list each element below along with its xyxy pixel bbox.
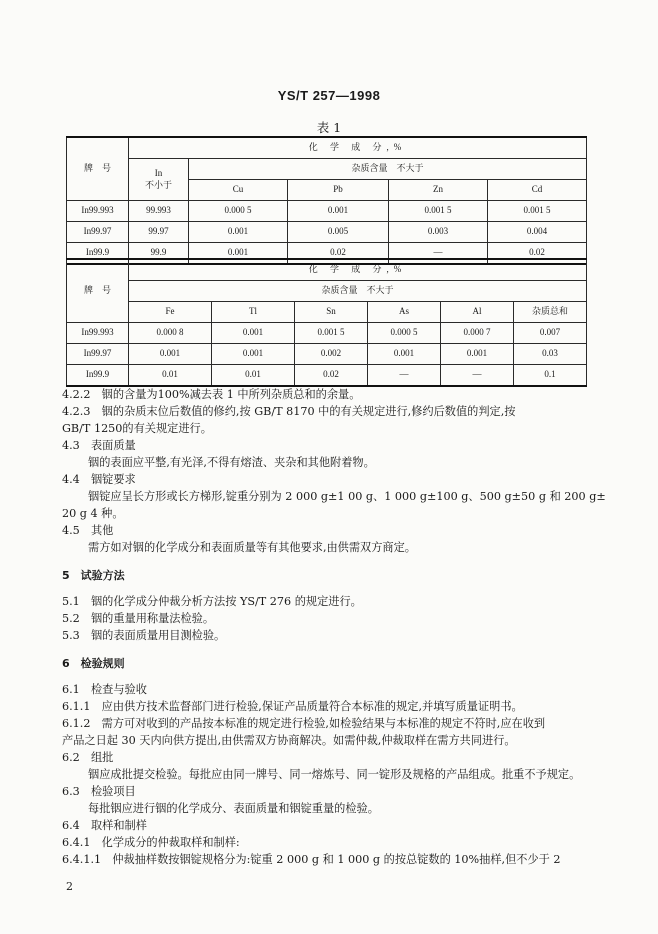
in-min-label: 不小于 — [144, 179, 172, 190]
value-cell: 0.001 — [212, 344, 295, 365]
value-cell: 0.007 — [514, 323, 587, 344]
column-header: Al — [441, 302, 514, 323]
clause-5-3: 5.3 铟的表面质量用目测检验。 — [62, 629, 226, 642]
clause-6-4-heading: 6.4 取样和制样 — [62, 819, 147, 832]
clause-6-3-heading: 6.3 检验项目 — [62, 785, 136, 798]
brand-cell: In99.993 — [67, 323, 129, 344]
clause-4-2-3-cont: GB/T 1250的有关规定进行。 — [62, 422, 212, 435]
value-cell: 0.000 5 — [189, 201, 288, 222]
clause-6-1-2: 6.1.2 需方可对收到的产品按本标准的规定进行检验,如检验结果与本标准的规定不符时,应在收到 — [62, 717, 546, 730]
page-number: 2 — [66, 880, 73, 893]
column-header: As — [368, 302, 441, 323]
in-cell: 99.9 — [129, 243, 189, 265]
chemical-composition-table-part1 — [66, 136, 587, 265]
clause-4-3-heading: 4.3 表面质量 — [62, 439, 136, 452]
clause-5-2: 5.2 铟的重量用称量法检验。 — [62, 612, 215, 625]
clause-6-4-1: 6.4.1 化学成分的仲裁取样和制样: — [62, 836, 240, 849]
value-cell: 0.001 — [189, 243, 288, 265]
brand-header: 牌 号 — [67, 137, 129, 201]
value-cell: 0.001 — [441, 344, 514, 365]
value-cell: 0.02 — [488, 243, 587, 265]
value-cell: 0.000 7 — [441, 323, 514, 344]
section-5-heading: 5 试验方法 — [62, 569, 125, 582]
column-header: Pb — [288, 180, 389, 201]
value-cell: 0.001 — [368, 344, 441, 365]
value-cell: 0.005 — [288, 222, 389, 243]
brand-cell: In99.9 — [67, 243, 129, 265]
value-cell: 0.000 8 — [129, 323, 212, 344]
clause-4-4-text-cont: 20 g 4 种。 — [62, 507, 124, 520]
clause-4-4-heading: 4.4 铟锭要求 — [62, 473, 136, 486]
value-cell: 0.001 5 — [488, 201, 587, 222]
in-label: In — [154, 168, 163, 179]
value-cell: 0.01 — [212, 365, 295, 387]
value-cell: 0.001 — [189, 222, 288, 243]
clause-6-3-text: 每批铟应进行铟的化学成分、表面质量和铟锭重量的检验。 — [88, 802, 379, 815]
column-header: Cu — [189, 180, 288, 201]
brand-cell: In99.97 — [67, 222, 129, 243]
value-cell: 0.02 — [295, 365, 368, 387]
page-header: YS/T 257—1998 — [277, 88, 381, 103]
clause-6-1-2-cont: 产品之日起 30 天内向供方提出,由供需双方协商解决。如需仲裁,仲裁取样在需方共同进行。 — [62, 734, 516, 747]
column-header: Tl — [212, 302, 295, 323]
column-header: 杂质总和 — [514, 302, 587, 323]
clause-6-2-text: 铟应成批提交检验。每批应由同一牌号、同一熔炼号、同一锭形及规格的产品组成。批重不予规定。 — [88, 768, 581, 781]
column-header: Fe — [129, 302, 212, 323]
in-cell: 99.97 — [129, 222, 189, 243]
value-cell: 0.02 — [288, 243, 389, 265]
brand-header: 牌 号 — [67, 259, 129, 323]
clause-4-3-text: 铟的表面应平整,有光泽,不得有熔渣、夹杂和其他附着物。 — [88, 456, 375, 469]
clause-4-5-heading: 4.5 其他 — [62, 524, 114, 537]
column-header: Cd — [488, 180, 587, 201]
value-cell: 0.1 — [514, 365, 587, 387]
value-cell: 0.03 — [514, 344, 587, 365]
table-row — [67, 201, 587, 222]
brand-cell: In99.993 — [67, 201, 129, 222]
impurity-header: 杂质含量 不大于 — [129, 281, 587, 302]
value-cell: 0.01 — [129, 365, 212, 387]
chemical-composition-table-part2 — [66, 258, 587, 387]
value-cell: 0.001 5 — [295, 323, 368, 344]
value-cell: 0.001 5 — [389, 201, 488, 222]
in-cell: 99.993 — [129, 201, 189, 222]
value-cell: 0.000 5 — [368, 323, 441, 344]
clause-4-2-3: 4.2.3 铟的杂质末位后数值的修约,按 GB/T 8170 中的有关规定进行,修约后数值的判定,按 — [62, 405, 516, 418]
clause-6-1-1: 6.1.1 应由供方技术监督部门进行检验,保证产品质量符合本标准的规定,并填写质量证明书。 — [62, 700, 523, 713]
clause-6-2-heading: 6.2 组批 — [62, 751, 114, 764]
clause-4-5-text: 需方如对铟的化学成分和表面质量等有其他要求,由供需双方商定。 — [88, 541, 416, 554]
value-cell: — — [368, 365, 441, 387]
chem-composition-header: 化 学 成 分,% — [129, 259, 587, 281]
table-row — [67, 344, 587, 365]
clause-4-4-text: 铟锭应呈长方形或长方梯形,锭重分别为 2 000 g±1 00 g、1 000 g±100 g、500 g±50 g 和 200 g± — [88, 490, 606, 503]
value-cell: 0.003 — [389, 222, 488, 243]
column-header: Sn — [295, 302, 368, 323]
clause-4-2-2: 4.2.2 铟的含量为100%减去表 1 中所列杂质总和的余量。 — [62, 388, 361, 401]
clause-5-1: 5.1 铟的化学成分仲裁分析方法按 YS/T 276 的规定进行。 — [62, 595, 362, 608]
clause-6-1-heading: 6.1 检查与验收 — [62, 683, 147, 696]
table-row — [67, 222, 587, 243]
table-caption: 表 1 — [316, 120, 342, 135]
section-6-heading: 6 检验规则 — [62, 657, 125, 670]
value-cell: — — [441, 365, 514, 387]
impurity-header: 杂质含量 不大于 — [189, 159, 587, 180]
clause-6-4-1-1: 6.4.1.1 仲裁抽样数按铟锭规格分为:锭重 2 000 g 和 1 000 g 的按总锭数的 10%抽样,但不少于 2 — [62, 853, 561, 866]
value-cell: 0.001 — [129, 344, 212, 365]
brand-cell: In99.97 — [67, 344, 129, 365]
value-cell: — — [389, 243, 488, 265]
chem-composition-header: 化 学 成 分,% — [129, 137, 587, 159]
value-cell: 0.001 — [212, 323, 295, 344]
value-cell: 0.004 — [488, 222, 587, 243]
table-row — [67, 365, 587, 387]
brand-cell: In99.9 — [67, 365, 129, 387]
column-header: Zn — [389, 180, 488, 201]
value-cell: 0.002 — [295, 344, 368, 365]
value-cell: 0.001 — [288, 201, 389, 222]
in-header — [129, 159, 189, 201]
document-body — [62, 386, 606, 868]
table-row — [67, 323, 587, 344]
